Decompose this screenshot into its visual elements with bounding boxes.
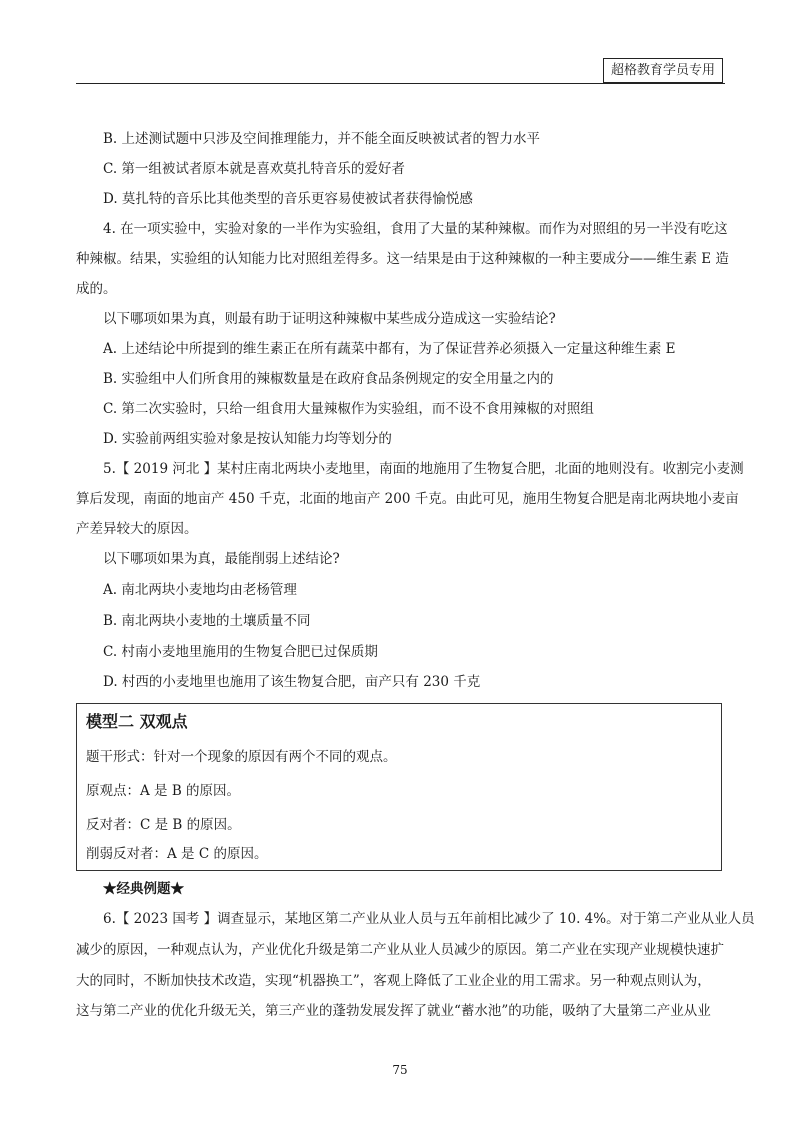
q5-option-d: D. 村西的小麦地里也施用了该生物复合肥，亩产只有 230 千克 <box>103 674 481 690</box>
q6-stem-line: 大的同时，不断加快技术改造，实现“机器换工”，客观上降低了工业企业的用工需求。另一种观点则认为， <box>76 973 711 989</box>
model-box-line: 题干形式：针对一个现象的原因有两个不同的观点。 <box>86 749 397 765</box>
model-box-line: 反对者：C 是 B 的原因。 <box>86 817 241 833</box>
header-rule <box>76 83 725 84</box>
q5-option-a: A. 南北两块小麦地均由老杨管理 <box>103 582 297 598</box>
q3-option-c: C. 第一组被试者原本就是喜欢莫扎特音乐的爱好者 <box>103 161 405 177</box>
q4-option-a: A. 上述结论中所提到的维生素正在所有蔬菜中都有，为了保证营养必须摄入一定量这种维生素 E <box>103 341 676 357</box>
q4-option-b: B. 实验组中人们所食用的辣椒数量是在政府食品条例规定的安全用量之内的 <box>103 371 554 387</box>
q3-option-b: B. 上述测试题中只涉及空间推理能力，并不能全面反映被试者的智力水平 <box>103 131 541 147</box>
q5-question: 以下哪项如果为真，最能削弱上述结论? <box>103 551 340 567</box>
q5-stem-line: 5.【 2019 河北 】某村庄南北两块小麦地里，南面的地施用了生物复合肥，北面的地则没有。收割完小麦测 <box>103 461 744 477</box>
q4-question: 以下哪项如果为真，则最有助于证明这种辣椒中某些成分造成这一实验结论? <box>103 311 556 327</box>
classic-examples-heading: ★经典例题★ <box>103 881 184 897</box>
page-number: 75 <box>392 1063 408 1077</box>
model-box <box>76 703 722 871</box>
q4-stem-line: 成的。 <box>76 281 117 297</box>
q6-stem-line: 这与第二产业的优化升级无关，第三产业的蓬勃发展发挥了就业“蓄水池”的功能，吸纳了大量第二产业从业 <box>76 1003 711 1019</box>
q4-stem-line: 4. 在一项实验中，实验对象的一半作为实验组，食用了大量的某种辣椒。而作为对照组的另一半没有吃这 <box>103 221 728 237</box>
q4-option-c: C. 第二次实验时，只给一组食用大量辣椒作为实验组，而不设不食用辣椒的对照组 <box>103 401 594 417</box>
model-box-line: 削弱反对者：A 是 C 的原因。 <box>86 846 268 862</box>
q4-stem-line: 种辣椒。结果，实验组的认知能力比对照组差得多。这一结果是由于这种辣椒的一种主要成分——维生素 E 造 <box>76 251 729 267</box>
q5-option-b: B. 南北两块小麦地的土壤质量不同 <box>103 613 311 629</box>
q5-option-c: C. 村南小麦地里施用的生物复合肥已过保质期 <box>103 644 378 660</box>
q5-stem-line: 产差异较大的原因。 <box>76 521 198 537</box>
model-box-title: 模型二 双观点 <box>86 712 188 731</box>
q6-stem-line: 减少的原因，一种观点认为，产业优化升级是第二产业从业人员减少的原因。第二产业在实现产业规模快速扩 <box>76 942 724 958</box>
q6-stem-line: 6.【 2023 国考 】调查显示，某地区第二产业从业人员与五年前相比减少了 10. 4%。对于第二产业从业人员 <box>103 911 755 927</box>
q3-option-d: D. 莫扎特的音乐比其他类型的音乐更容易使被试者获得愉悦感 <box>103 191 473 207</box>
q5-stem-line: 算后发现，南面的地亩产 450 千克，北面的地亩产 200 千克。由此可见，施用生物复合肥是南北两块地小麦亩 <box>76 491 739 507</box>
watermark-stamp: 超格教育学员专用 <box>603 58 723 83</box>
q4-option-d: D. 实验前两组实验对象是按认知能力均等划分的 <box>103 431 392 447</box>
model-box-line: 原观点：A 是 B 的原因。 <box>86 783 241 799</box>
